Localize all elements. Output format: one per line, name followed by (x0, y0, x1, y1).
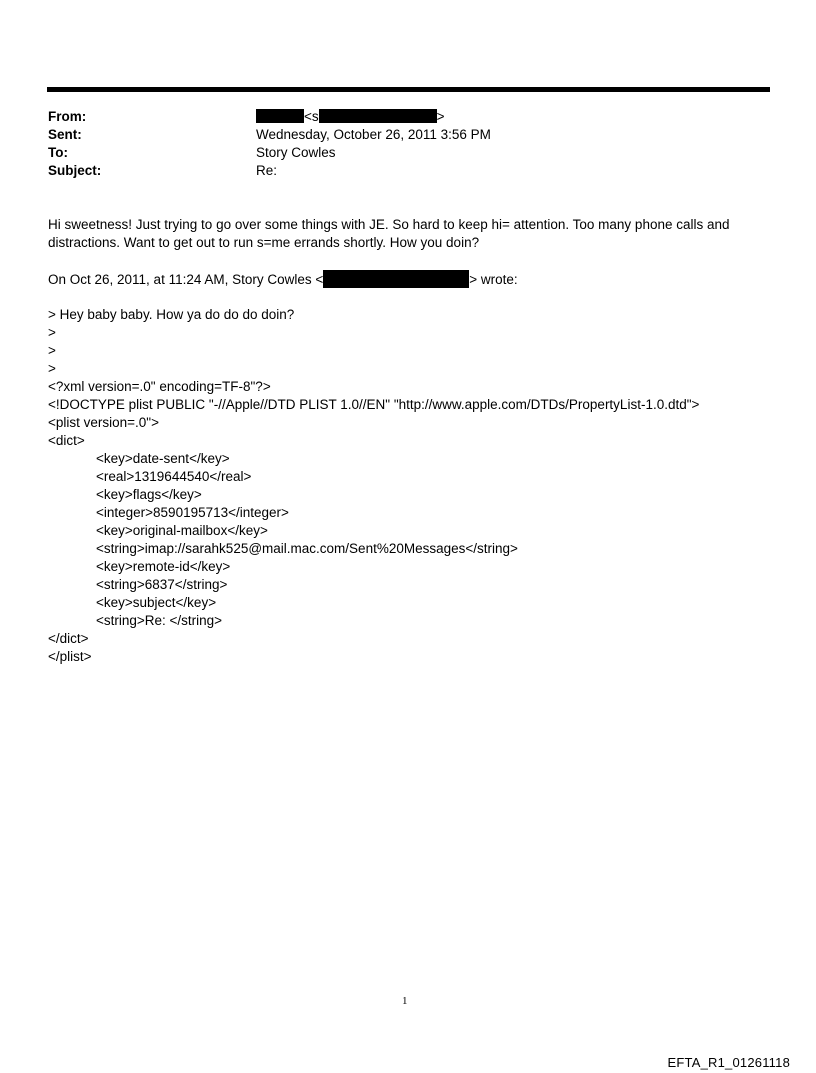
sent-label: Sent: (48, 127, 82, 142)
xml-line: </dict> (48, 631, 89, 646)
quote-intro-a: On Oct 26, 2011, at 11:24 AM, Story Cowles < (48, 272, 324, 287)
from-gt: > (436, 109, 445, 124)
xml-line: <key>date-sent</key> (96, 451, 230, 466)
xml-line: <key>remote-id</key> (96, 559, 231, 574)
xml-line: <!DOCTYPE plist PUBLIC "-//Apple//DTD PLIST 1.0//EN" "http://www.apple.com/DTDs/PropertyList-1.0.dtd"> (48, 397, 700, 412)
quote-line: > (48, 361, 56, 376)
from-value (256, 108, 445, 126)
xml-line: <string>6837</string> (96, 577, 228, 592)
redaction-block (256, 109, 304, 123)
xml-line: </plist> (48, 649, 92, 664)
quote-intro-b: > wrote: (469, 272, 518, 287)
sent-value: Wednesday, October 26, 2011 3:56 PM (256, 127, 491, 142)
xml-line: <string>Re: </string> (96, 613, 223, 628)
xml-line: <?xml version=.0" encoding=TF-8"?> (48, 379, 271, 394)
quote-line: > (48, 343, 56, 358)
xml-line: <dict> (48, 433, 85, 448)
quote-line: > Hey baby baby. How ya do do do doin? (48, 307, 295, 322)
redaction-block (319, 109, 437, 123)
quote-line: > (48, 325, 56, 340)
subject-value: Re: (256, 163, 278, 178)
body-line-1: Hi sweetness! Just trying to go over some things with JE. So hard to keep hi= attention. Too many phone calls and (48, 217, 730, 232)
from-label: From: (48, 109, 87, 124)
body-line-2: distractions. Want to get out to run s=me errands shortly. How you doin? (48, 235, 480, 250)
header-rule (47, 87, 770, 92)
redaction-block (323, 270, 469, 288)
xml-line: <key>original-mailbox</key> (96, 523, 268, 538)
xml-line: <plist version=.0"> (48, 415, 159, 430)
subject-label: Subject: (48, 163, 102, 178)
xml-line: <integer>8590195713</integer> (96, 505, 289, 520)
from-lt: <s (304, 109, 319, 124)
xml-line: <string>imap://sarahk525@mail.mac.com/Sent%20Messages</string> (96, 541, 518, 556)
bates-number: EFTA_R1_01261118 (667, 1055, 790, 1070)
to-value: Story Cowles (256, 145, 336, 160)
quote-intro (48, 270, 518, 289)
xml-line: <key>flags</key> (96, 487, 202, 502)
xml-line: <real>1319644540</real> (96, 469, 252, 484)
page-number: 1 (402, 995, 408, 1007)
to-label: To: (48, 145, 68, 160)
xml-line: <key>subject</key> (96, 595, 217, 610)
